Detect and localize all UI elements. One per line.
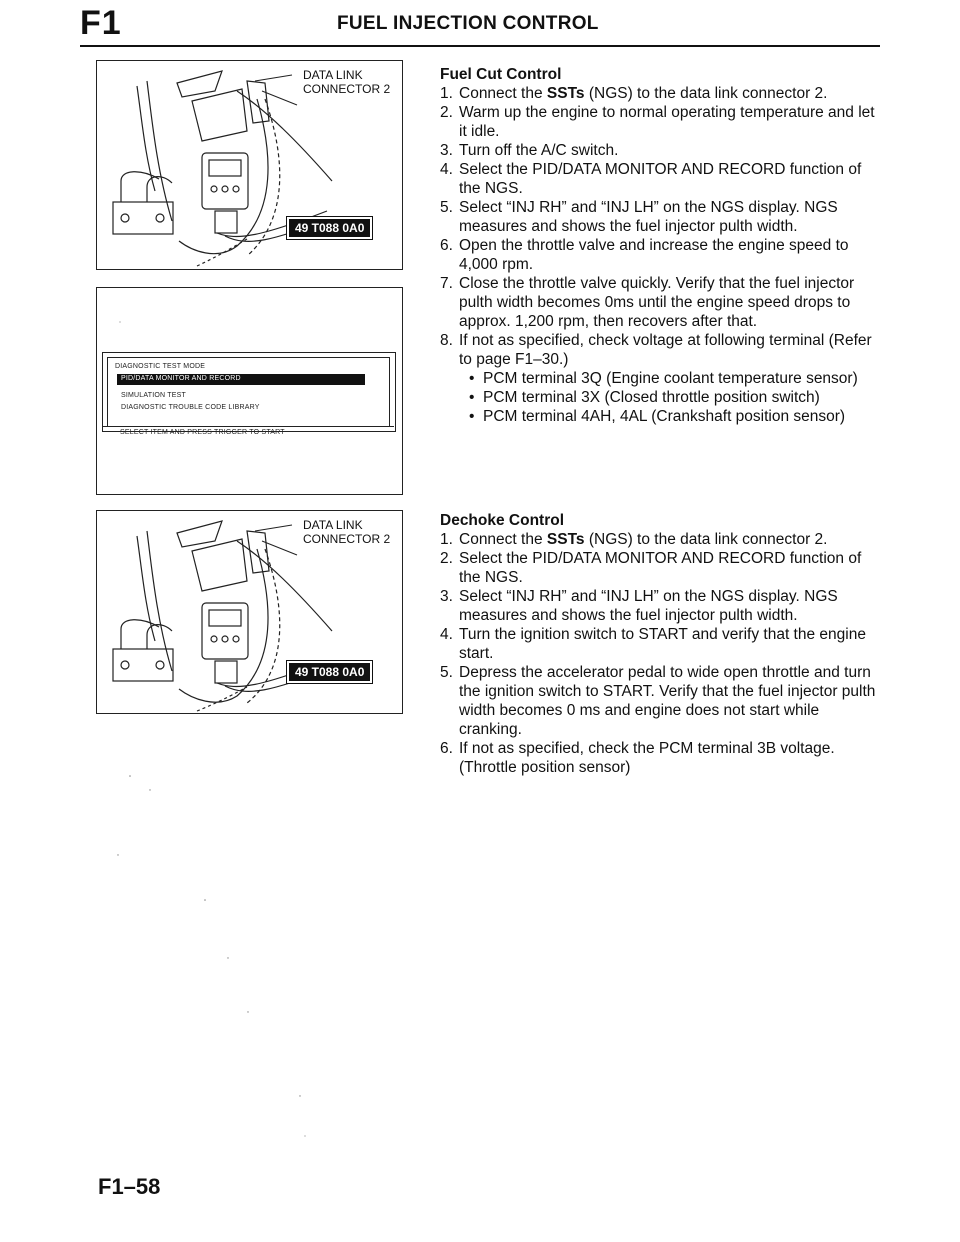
step-number: 3. <box>440 142 453 159</box>
connector-label-line1: DATA LINK <box>303 518 363 532</box>
step-text: Close the throttle valve quickly. Verify that the fuel injector pulth width becomes 0ms until the engine speed drops to approx. 1,200 rpm, then recovers after that. <box>459 275 855 330</box>
step-number: 1. <box>440 85 453 102</box>
step-text: Connect the <box>459 531 547 548</box>
step-number: 5. <box>440 199 453 216</box>
step-text: Select “INJ RH” and “INJ LH” on the NGS display. NGS measures and shows the fuel injector pulth width. <box>459 588 838 624</box>
section-code: F1 <box>80 4 122 42</box>
step-number: 6. <box>440 237 453 254</box>
step-text-bold: SSTs <box>546 85 585 102</box>
step-text: Select “INJ RH” and “INJ LH” on the NGS display. NGS measures and shows the fuel injector pulth width. <box>459 199 838 235</box>
bullet-icon: • <box>469 370 475 387</box>
step-text: Turn the ignition switch to START and verify that the engine start. <box>459 626 866 662</box>
list-item-text: PCM terminal 4AH, 4AL (Crankshaft position sensor) <box>483 408 846 425</box>
bullet-icon: • <box>469 408 475 425</box>
step-number: 7. <box>440 275 453 292</box>
list-item-text: PCM terminal 3X (Closed throttle position switch) <box>483 389 820 406</box>
step-text: If not as specified, check the PCM terminal 3B voltage. (Throttle position sensor) <box>459 740 835 776</box>
step-text: If not as specified, check voltage at following terminal (Refer to page F1–30.) <box>459 332 872 368</box>
step-number: 4. <box>440 161 453 178</box>
step-text: Depress the accelerator pedal to wide open throttle and turn the ignition switch to START. Verify that the fuel injector pulth width becomes 0 ms and engine does not start while cranking. <box>459 664 876 738</box>
step-number: 8. <box>440 332 453 349</box>
step-number: 3. <box>440 588 453 605</box>
step-text-bold: SSTs <box>546 531 585 548</box>
ngs-menu-prompt: SELECT ITEM AND PRESS TRIGGER TO START <box>120 429 285 436</box>
list-item-text: PCM terminal 3Q (Engine coolant temperature sensor) <box>483 370 858 387</box>
ngs-menu-item-label: PID/DATA MONITOR AND RECORD <box>121 375 241 382</box>
bullet-icon: • <box>469 389 475 406</box>
section-heading: Dechoke Control <box>440 512 565 529</box>
ngs-menu-item: SIMULATION TEST <box>121 392 186 399</box>
step-text: Turn off the A/C switch. <box>459 142 619 159</box>
step-text: Warm up the engine to normal operating temperature and let it idle. <box>459 104 875 140</box>
connector-label-line2: CONNECTOR 2 <box>303 532 391 546</box>
connector-label-line1: DATA LINK <box>303 68 363 82</box>
step-text: (NGS) to the data link connector 2. <box>584 531 828 548</box>
step-number: 2. <box>440 550 453 567</box>
step-text: Select the PID/DATA MONITOR AND RECORD function of the NGS. <box>459 550 862 586</box>
step-number: 1. <box>440 531 453 548</box>
step-number: 6. <box>440 740 453 757</box>
step-number: 4. <box>440 626 453 643</box>
step-text: (NGS) to the data link connector 2. <box>584 85 828 102</box>
step-text: Connect the <box>459 85 547 102</box>
ngs-menu-item: DIAGNOSTIC TROUBLE CODE LIBRARY <box>121 404 260 411</box>
step-text: Open the throttle valve and increase the engine speed to 4,000 rpm. <box>459 237 849 273</box>
sst-tool-code: 49 T088 0A0 <box>287 217 372 239</box>
sst-tool-code: 49 T088 0A0 <box>287 661 372 683</box>
step-text: Select the PID/DATA MONITOR AND RECORD function of the NGS. <box>459 161 862 197</box>
section-heading: Fuel Cut Control <box>440 66 562 83</box>
step-number: 5. <box>440 664 453 681</box>
page-number: F1–58 <box>98 1174 161 1199</box>
page-title: FUEL INJECTION CONTROL <box>337 13 599 34</box>
step-number: 2. <box>440 104 453 121</box>
connector-label-line2: CONNECTOR 2 <box>303 82 391 96</box>
ngs-menu-title: DIAGNOSTIC TEST MODE <box>115 363 206 370</box>
